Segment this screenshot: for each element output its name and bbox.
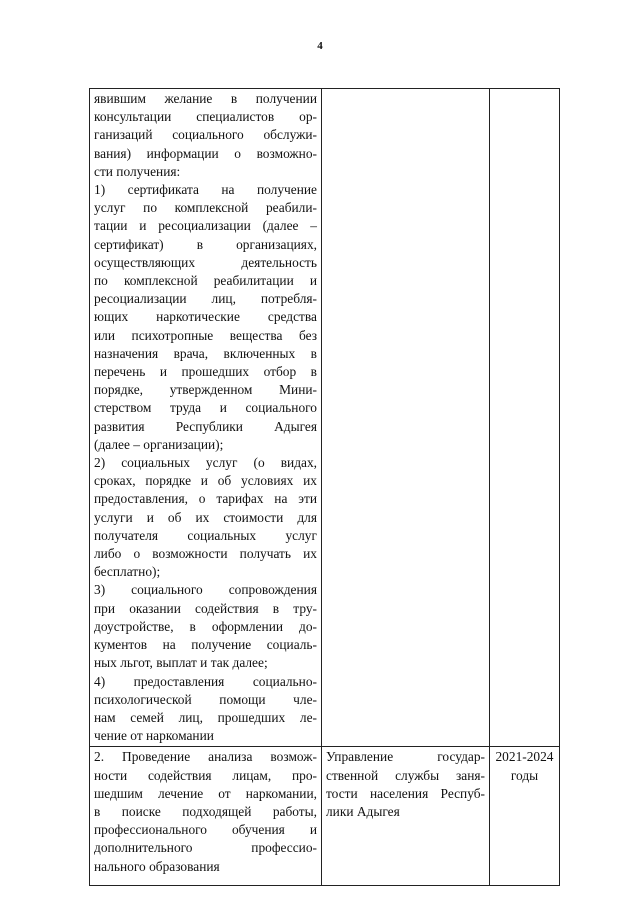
period-cell [490, 89, 560, 747]
text-line: сертификат) в организациях, [94, 236, 317, 252]
text-line: 3) социального сопровождения [94, 582, 317, 598]
text-line: предоставления, о тарифах на эти [94, 491, 317, 507]
text-line: 2. Проведение анализа возмож- [94, 749, 317, 765]
measure-cell [90, 89, 322, 747]
text-line: доустройстве, в оформлении до- [94, 618, 317, 634]
text-line: тации и ресоциализации (далее – [94, 218, 317, 234]
text-line: тости населения Респуб- [326, 785, 485, 801]
text-line: по комплексной реабилитации и [94, 273, 317, 289]
text-line: ганизаций социального обслужи- [94, 127, 317, 143]
text-line: развития Республики Адыгея [94, 418, 317, 434]
text-line: (далее – организации); [94, 436, 224, 452]
text-line: в поиске подходящей работы, [94, 803, 317, 819]
text-line: при оказании содействия в тру- [94, 600, 317, 616]
text-line: перечень и прошедших отбор в [94, 364, 317, 380]
text-line: консультации специалистов ор- [94, 109, 317, 125]
text-line: бесплатно); [94, 564, 161, 580]
text-line: нального образования [94, 858, 220, 874]
text-line: сти получения: [94, 163, 181, 179]
text-line: ющих наркотические средства [94, 309, 317, 325]
text-line: дополнительного профессио- [94, 840, 317, 856]
table-row [90, 747, 560, 886]
text-line: ности содействия лицам, про- [94, 767, 317, 783]
text-line: психологической помощи чле- [94, 691, 317, 707]
text-line: нам семей лиц, прошедших ле- [94, 709, 317, 725]
text-line: ресоциализации лиц, потребля- [94, 291, 317, 307]
text-line: стерством труда и социального [94, 400, 317, 416]
text-line: Управление государ- [326, 749, 485, 765]
text-line: ственной службы заня- [326, 767, 485, 783]
period-cell [490, 747, 560, 886]
text-line: 4) предоставления социально- [94, 673, 317, 689]
text-line: явившим желание в получении [94, 91, 317, 106]
text-line: 1) сертификата на получение [94, 182, 317, 198]
text-line: или психотропные вещества без [94, 327, 317, 343]
text-line: либо о возможности получать их [94, 546, 317, 562]
text-line: вания) информации о возможно- [94, 145, 317, 161]
text-line: осуществляющих деятельность [94, 254, 317, 270]
text-line: кументов на получение социаль- [94, 637, 317, 653]
text-line: чение от наркомании [94, 728, 214, 744]
text-line: назначения врача, включенных в [94, 345, 317, 361]
activities-table [89, 88, 560, 886]
text-line: профессионального обучения и [94, 822, 317, 838]
text-line: шедшим лечение от наркомании, [94, 785, 317, 801]
text-line: годы [510, 767, 539, 783]
text-line: получателя социальных услуг [94, 527, 317, 543]
text-line: сроках, порядке и об условиях их [94, 473, 317, 489]
text-line: 2021-2024 [495, 749, 554, 765]
page-number: 4 [317, 40, 323, 52]
table-row [90, 89, 560, 747]
text-line: 2) социальных услуг (о видах, [94, 455, 317, 471]
text-line: порядке, утвержденном Мини- [94, 382, 317, 398]
executor-cell [322, 747, 490, 886]
text-line: лики Адыгея [326, 803, 400, 819]
text-line: ных льгот, выплат и так далее; [94, 655, 268, 671]
text-line: услуги и об их стоимости для [94, 509, 317, 525]
executor-cell [322, 89, 490, 747]
measure-cell [90, 747, 322, 886]
text-line: услуг по комплексной реабили- [94, 200, 317, 216]
